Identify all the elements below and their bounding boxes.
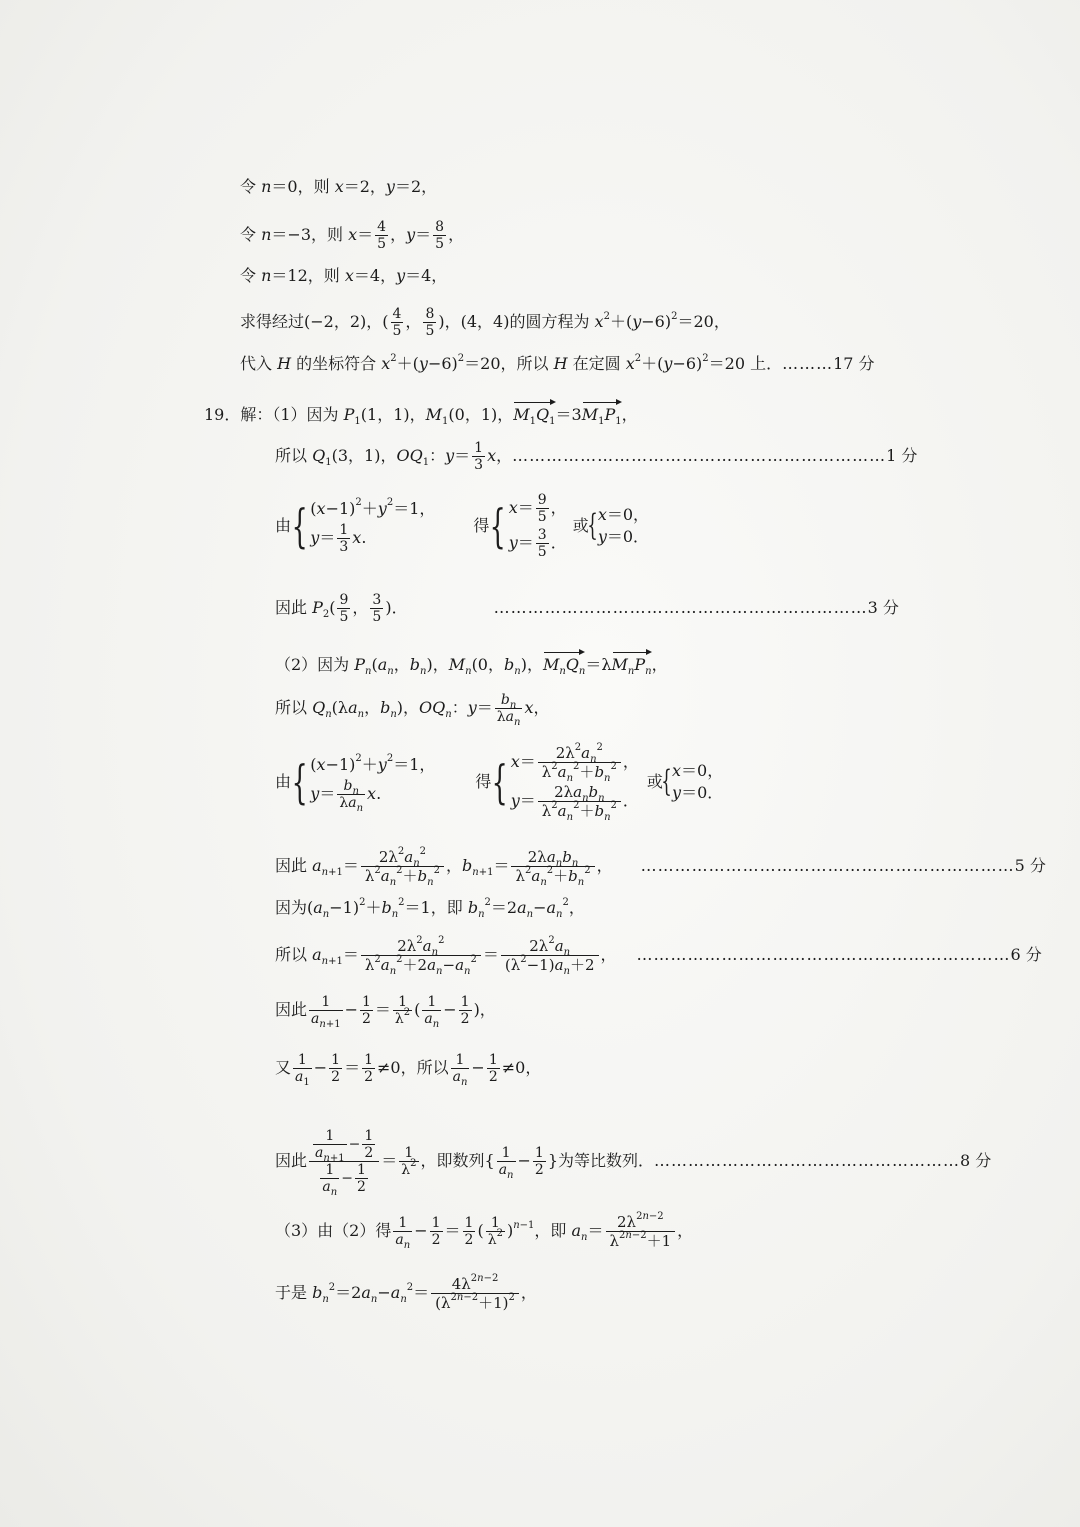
- solution-line-9: 因此 $P_2$( $\frac{9}{5}$ ， $\frac{3}{5}$ )． …………………………………………………………3 分: [275, 592, 899, 625]
- solution-line-19: （3）由（2）得 $\frac{1}{a_n}$ − $\frac{1}{2}$ ＝ $\frac{1}{2}$ ( $\frac{1}{\lambda^2}$ )$^{n-1}$，即 $a_n=$ $\frac{2\lambda^{2n-2}}{\lambda^{2n-2}+1}$ ，: [275, 1211, 694, 1251]
- solution-line-1: 令 n＝0，则 x＝2，y＝2，: [240, 177, 438, 196]
- solution-line-18: 因此 $\frac{1}{a_{n+1}}$ − $\frac{1}{2}$ $\frac{1}{a_n}$ − $\frac{1}{2}$ ＝ $\frac{1}{\lambda^2}$ ，即数列{ $\frac{1}{a_n}$ − $\frac{1}{2}$ }为等比数列．………………………………………………8 分: [275, 1128, 992, 1198]
- solution-line-13: 因此 $a_{n+1}=$ $\frac{2\lambda^2a_n^2}{\lambda^2a_n^2+b_n^2}$ ，$b_{n+1}=$ $2\lambda a_nb_n$ $\lambda^2a_n^2+b_n^2$ ， …………………………………………………………5 分: [275, 846, 1046, 888]
- solution-line-7: 所以 $Q_1(3$，1)，$OQ_1$：y＝ $\frac{1}{3}$ x，…………………………………………………………1 分: [275, 440, 918, 473]
- solution-line-4: 求得经过(−2，2)，( $\frac{4}{5}$ ， $\frac{8}{5}$ )，(4，4)的圆方程为 $x^2+(y-6)^2=20$，: [240, 306, 730, 339]
- solution-line-10: （2）因为 $P_n(a_n$，$b_n$)，$M_n(0$，$b_n$)，$M_nQ_n=\lambda M_nP_n$，: [275, 650, 668, 675]
- solution-system-2: 由 { $(x-1)^2+y^2=1$， y＝ $b_n$ $\lambda a_n$ x. 得 { x＝ $\frac{2\lambda^2a_n^2}{\lambda^2a_n^2+b_n^2}$ ， y＝ $2\lambda a_nb_n$ $\lambda^2a_n^2+b_n^2$ ． 或 { x＝0， y＝0．: [275, 742, 724, 823]
- solution-system-1: 由 { $(x-1)^2+y^2=1$， y＝ $\frac{1}{3}$ x. 得 { x＝ $\frac{9}{5}$ ， y＝ $\frac{3}{5}$ ． 或 { x＝0， y＝0．: [275, 492, 650, 560]
- solution-line-2: 令 n＝−3，则 x＝ $\frac{4}{5}$ ，y＝ $\frac{8}{5}$ ，: [240, 219, 465, 252]
- solution-line-14: 因为$(a_n-1)^2+b_n^2=1$，即 $b_n^2=2a_n-a_n^2$，: [275, 896, 585, 921]
- solution-line-17: 又 $\frac{1}{a_1}$ − $\frac{1}{2}$ ＝ $\frac{1}{2}$ ≠0，所以 $\frac{1}{a_n}$ − $\frac{1}{2}$ ≠0，: [275, 1052, 542, 1088]
- solution-line-11: 所以 $Q_n(\lambda a_n$，$b_n$)，$OQ_n$：y＝ $b_n$ $\lambda a_n$ x，: [275, 692, 550, 728]
- solution-line-16: 因此 $\frac{1}{a_{n+1}}$ − $\frac{1}{2}$ ＝ $\frac{1}{\lambda^2}$ ( $\frac{1}{a_n}$ − $\frac{1}{2}$ )，: [275, 994, 496, 1030]
- solution-line-5: 代入 H 的坐标符合 $x^2+(y-6)^2=20$，所以 H 在定圆 $x^2+(y-6)^2=20$ 上．………17 分: [240, 352, 875, 373]
- solution-line-15: 所以 $a_{n+1}=$ $\frac{2\lambda^2a_n^2}{\lambda^2a_n^2+2a_n-a_n^2}$ ＝ $\frac{2\lambda^2a_n}{(\lambda^2-1)a_n+2}$ ， …………………………………………………………6 分: [275, 935, 1042, 977]
- solution-line-20: 于是 $b_n^2=2a_n-a_n^2=$ $\frac{4\lambda^{2n-2}}{(\lambda^{2n-2}+1)^2}$ ，: [275, 1273, 537, 1312]
- problem-19-header: 19．解：（1）因为 $P_1(1$，1)，$M_1(0$，1)，$M_1Q_1=3M_1P_1$，: [204, 400, 638, 425]
- solution-line-3: 令 n＝12，则 x＝4，y＝4，: [240, 266, 448, 285]
